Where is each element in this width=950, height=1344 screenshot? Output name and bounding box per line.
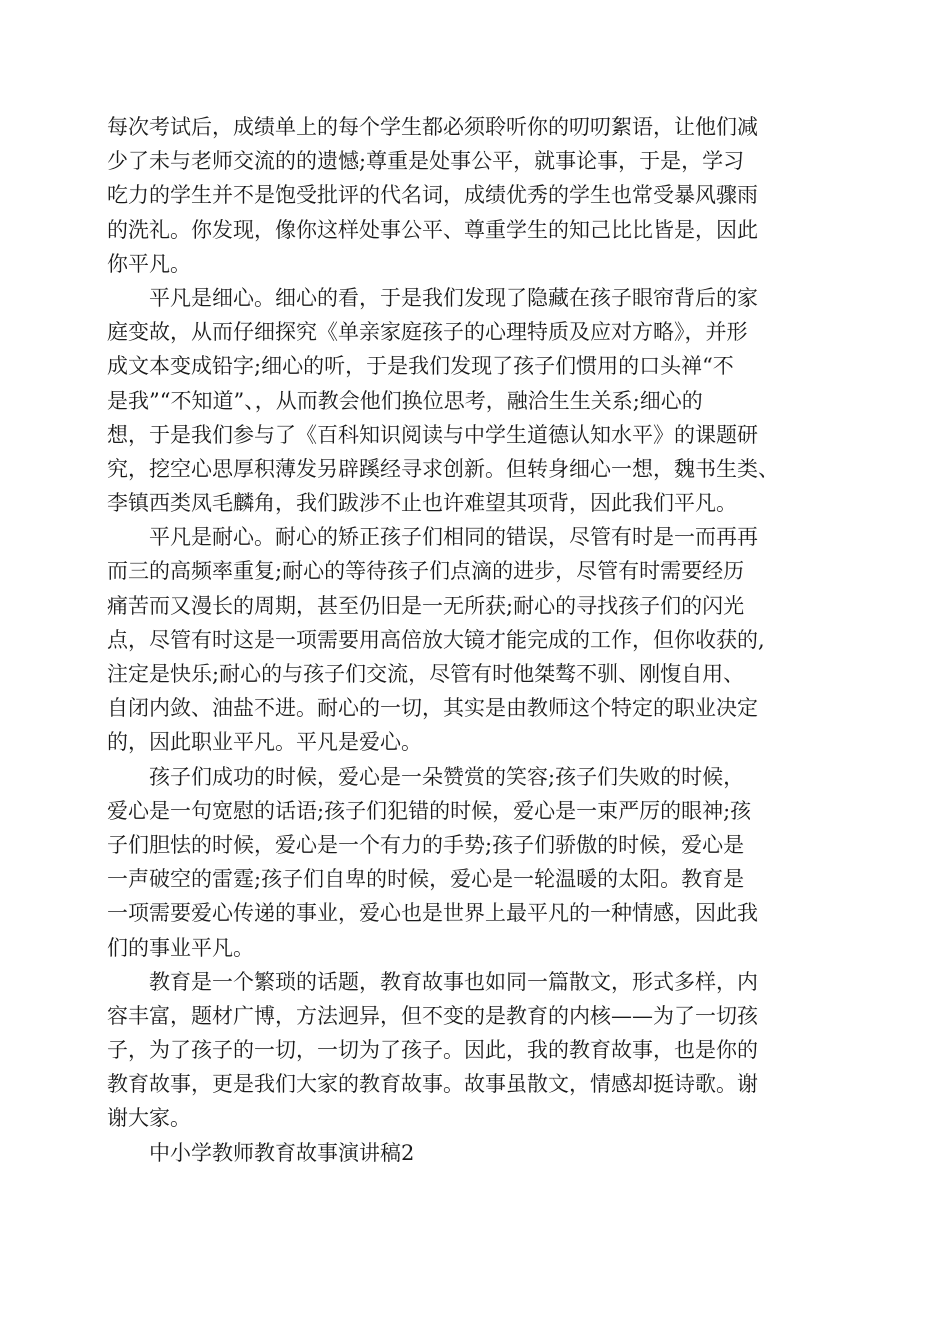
paragraph-5 — [107, 965, 855, 1136]
text-line: 想，于是我们参与了《百科知识阅读与中学生道德认知水平》的课题研 — [107, 422, 758, 447]
text-line: 子们胆怯的时候，爱心是一个有力的手势;孩子们骄傲的时候，爱心是 — [107, 832, 745, 857]
text-line: 每次考试后，成绩单上的每个学生都必须聆听你的叨叨絮语，让他们减 — [107, 115, 758, 139]
text-line: 孩子们成功的时候，爱心是一朵赞赏的笑容;孩子们失败的时候， — [149, 764, 745, 789]
heading-line: 中小学教师教育故事演讲稿2 — [149, 1140, 415, 1165]
text-line: 一项需要爱心传递的事业，爱心也是世界上最平凡的一种情感，因此我 — [107, 901, 758, 926]
text-line: 痛苦而又漫长的周期，甚至仍旧是一无所获;耐心的寻找孩子们的闪光 — [107, 593, 745, 618]
paragraph-2 — [107, 281, 855, 520]
text-line: 少了未与老师交流的的遗憾;尊重是处事公平，就事论事，于是，学习 — [107, 149, 745, 174]
text-line: 平凡是耐心。耐心的矫正孩子们相同的错误，尽管有时是一而再再 — [149, 525, 758, 550]
text-line: 们的事业平凡。 — [107, 935, 254, 960]
paragraph-1 — [107, 110, 855, 281]
text-line: 你平凡。 — [107, 251, 191, 276]
text-line: 一声破空的雷霆;孩子们自卑的时候，爱心是一轮温暖的太阳。教育是 — [107, 867, 745, 892]
text-line: 爱心是一句宽慰的话语;孩子们犯错的时候，爱心是一束严厉的眼神;孩 — [107, 798, 752, 823]
paragraph-3 — [107, 520, 855, 759]
text-line: 究，挖空心思厚积薄发另辟蹊经寻求创新。但转身细心一想，魏书生类、 — [107, 456, 779, 481]
text-line: 自闭内敛、油盐不进。耐心的一切，其实是由教师这个特定的职业决定 — [107, 696, 758, 721]
paragraph-4 — [107, 760, 855, 965]
document-body — [107, 110, 855, 1170]
text-line: 点，尽管有时这是一项需要用高倍放大镜才能完成的工作，但你收获的, — [107, 627, 765, 652]
text-line: 教育是一个繁琐的话题，教育故事也如同一篇散文，形式多样，内 — [149, 969, 758, 994]
text-line: 谢大家。 — [107, 1106, 191, 1131]
section-heading — [107, 1136, 855, 1170]
text-line: 注定是快乐;耐心的与孩子们交流，尽管有时他桀骜不驯、刚愎自用、 — [107, 662, 745, 686]
text-line: 成文本变成铅字;细心的听，于是我们发现了孩子们惯用的口头禅“不 — [107, 354, 734, 379]
text-line: 庭变故，从而仔细探究《单亲家庭孩子的心理特质及应对方略》，并形 — [107, 320, 748, 345]
text-line: 的，因此职业平凡。平凡是爱心。 — [107, 730, 422, 755]
text-line: 容丰富，题材广博，方法迥异，但不变的是教育的内核——为了一切孩 — [107, 1003, 758, 1028]
text-line: 教育故事，更是我们大家的教育故事。故事虽散文，情感却挺诗歌。谢 — [107, 1072, 758, 1097]
text-line: 子，为了孩子的一切，一切为了孩子。因此，我的教育故事，也是你的 — [107, 1038, 758, 1063]
text-line: 吃力的学生并不是饱受批评的代名词，成绩优秀的学生也常受暴风骤雨 — [107, 183, 758, 208]
text-line: 是我”“不知道”、，从而教会他们换位思考，融洽生生关系;细心的 — [107, 388, 703, 413]
text-line: 李镇西类凤毛麟角，我们跋涉不止也许难望其项背，因此我们平凡。 — [107, 491, 737, 516]
text-line: 平凡是细心。细心的看，于是我们发现了隐藏在孩子眼帘背后的家 — [149, 285, 758, 310]
text-line: 而三的高频率重复;耐心的等待孩子们点滴的进步，尽管有时需要经历 — [107, 559, 745, 584]
text-line: 的洗礼。你发现，像你这样处事公平、尊重学生的知己比比皆是，因此 — [107, 217, 758, 242]
